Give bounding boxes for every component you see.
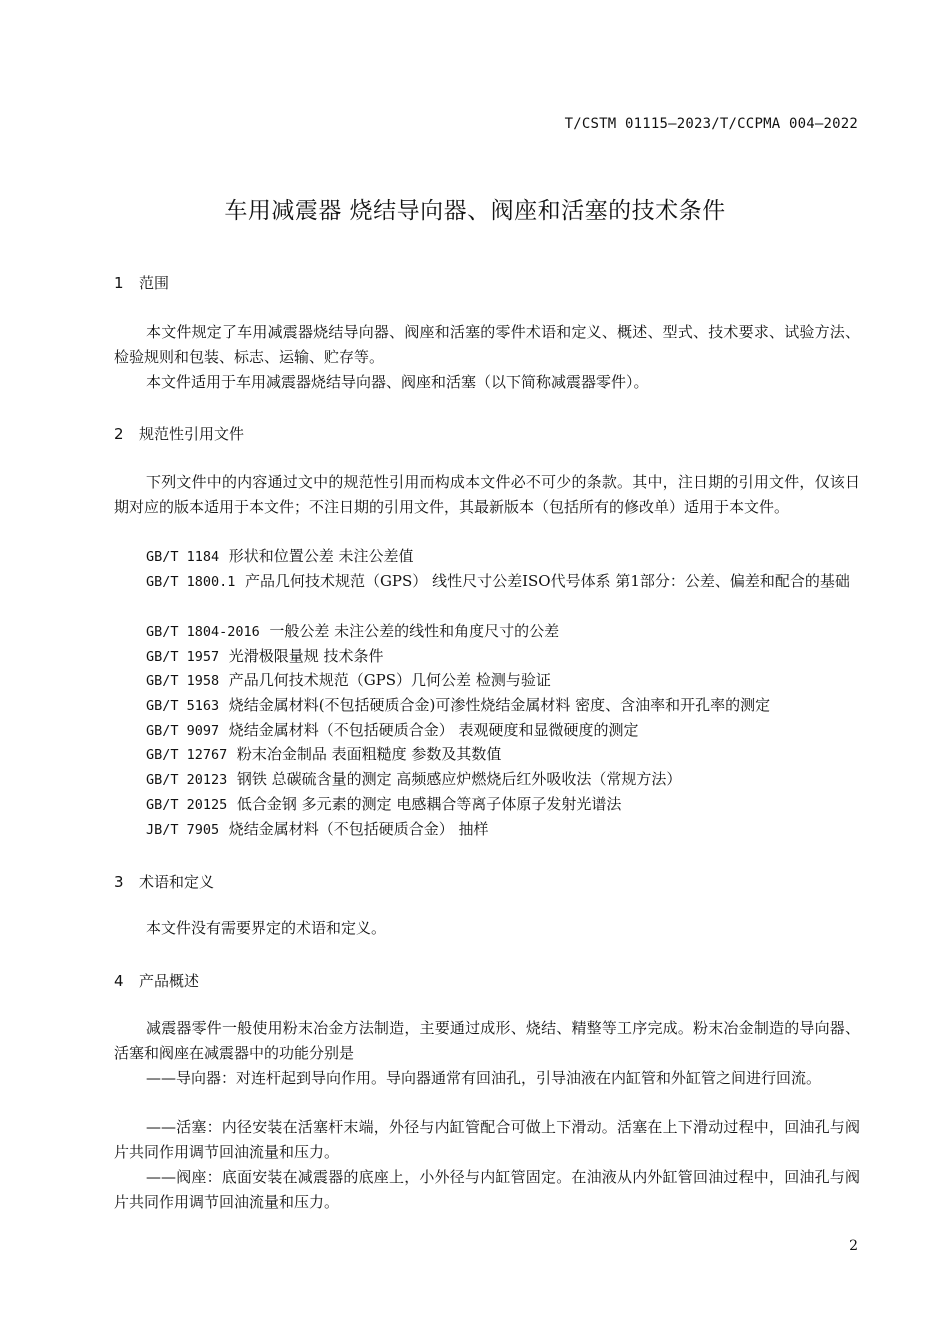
reference-title: 钢铁 总碳硫含量的测定 高频感应炉燃烧后红外吸收法（常规方法） bbox=[236, 770, 682, 788]
section-heading-normative-references bbox=[114, 423, 244, 444]
paragraph: 本文件适用于车用减震器烧结导向器、阀座和活塞（以下简称减震器零件）。 bbox=[146, 373, 649, 391]
reference-title: 一般公差 未注公差的线性和角度尺寸的公差 bbox=[269, 622, 560, 640]
reference-title: 烧结金属材料（不包括硬质合金） 抽样 bbox=[228, 820, 489, 838]
section-number: 3 bbox=[114, 873, 124, 891]
section-heading-terms bbox=[114, 871, 214, 892]
reference-title: 低合金钢 多元素的测定 电感耦合等离子体原子发射光谱法 bbox=[236, 795, 622, 813]
reference-code: JB/T 7905 bbox=[146, 822, 220, 838]
reference-title: 烧结金属材料(不包括硬质合金)可渗性烧结金属材料 密度、含油率和开孔率的测定 bbox=[228, 696, 771, 714]
reference-code: GB/T 1958 bbox=[146, 673, 220, 689]
reference-item bbox=[114, 644, 860, 670]
paragraph: 减震器零件一般使用粉末冶金方法制造，主要通过成形、烧结、精整等工序完成。粉末冶金制造的导向器、活塞和阀座在减震器中的功能分别是 bbox=[114, 1019, 860, 1062]
reference-code: GB/T 1184 bbox=[146, 549, 220, 565]
list-item: ——活塞：内径安装在活塞杆末端，外径与内缸管配合可做上下滑动。活塞在上下滑动过程中，回油孔与阀片共同作用调节回油流量和压力。 bbox=[114, 1118, 860, 1161]
reference-title: 光滑极限量规 技术条件 bbox=[228, 647, 384, 665]
reference-code: GB/T 20125 bbox=[146, 797, 228, 813]
reference-item bbox=[114, 718, 860, 744]
section-number: 2 bbox=[114, 425, 124, 443]
section-title: 产品概述 bbox=[139, 972, 200, 990]
reference-item bbox=[114, 668, 860, 694]
reference-code: GB/T 20123 bbox=[146, 772, 228, 788]
reference-item bbox=[114, 792, 860, 818]
section-number: 1 bbox=[114, 274, 124, 292]
reference-item bbox=[114, 544, 860, 570]
list-item: ——阀座：底面安装在减震器的底座上，小外径与内缸管固定。在油液从内外缸管回油过程中，回油孔与阀片共同作用调节回油流量和压力。 bbox=[114, 1168, 860, 1211]
section-heading-scope bbox=[114, 272, 169, 293]
standard-code: T/CSTM 01115—2023/T/CCPMA 004—2022 bbox=[564, 116, 858, 132]
section-heading-overview bbox=[114, 970, 199, 991]
reference-item bbox=[114, 569, 860, 595]
reference-code: GB/T 9097 bbox=[146, 723, 220, 739]
paragraph: 本文件规定了车用减震器烧结导向器、阀座和活塞的零件术语和定义、概述、型式、技术要求、试验方法、检验规则和包装、标志、运输、贮存等。 bbox=[114, 323, 860, 366]
section-title: 规范性引用文件 bbox=[139, 425, 245, 443]
reference-item bbox=[114, 619, 860, 645]
reference-code: GB/T 1804-2016 bbox=[146, 624, 260, 640]
reference-title: 产品几何技术规范（GPS） 线性尺寸公差ISO代号体系 第1部分：公差、偏差和配合的基础 bbox=[244, 572, 850, 590]
page-number: 2 bbox=[849, 1238, 858, 1254]
section-title: 术语和定义 bbox=[139, 873, 215, 891]
reference-item bbox=[114, 767, 860, 793]
reference-code: GB/T 1957 bbox=[146, 649, 220, 665]
reference-item bbox=[114, 742, 860, 768]
reference-title: 形状和位置公差 未注公差值 bbox=[228, 547, 414, 565]
reference-title: 烧结金属材料（不包括硬质合金） 表观硬度和显微硬度的测定 bbox=[228, 721, 639, 739]
reference-item bbox=[114, 817, 860, 843]
document-title: 车用减震器 烧结导向器、阀座和活塞的技术条件 bbox=[224, 198, 726, 224]
paragraph: 下列文件中的内容通过文中的规范性引用而构成本文件必不可少的条款。其中，注日期的引用文件，仅该日期对应的版本适用于本文件；不注日期的引用文件，其最新版本（包括所有的修改单）适用于本文件。 bbox=[114, 473, 860, 516]
reference-item bbox=[114, 693, 860, 719]
reference-code: GB/T 5163 bbox=[146, 698, 220, 714]
reference-code: GB/T 1800.1 bbox=[146, 574, 236, 590]
reference-code: GB/T 12767 bbox=[146, 747, 228, 763]
reference-title: 粉末冶金制品 表面粗糙度 参数及其数值 bbox=[236, 745, 502, 763]
reference-title: 产品几何技术规范（GPS）几何公差 检测与验证 bbox=[228, 671, 551, 689]
paragraph: 本文件没有需要界定的术语和定义。 bbox=[146, 919, 387, 937]
section-number: 4 bbox=[114, 972, 124, 990]
section-title: 范围 bbox=[139, 274, 170, 292]
list-item: ——导向器：对连杆起到导向作用。导向器通常有回油孔，引导油液在内缸管和外缸管之间进行回流。 bbox=[146, 1069, 822, 1087]
